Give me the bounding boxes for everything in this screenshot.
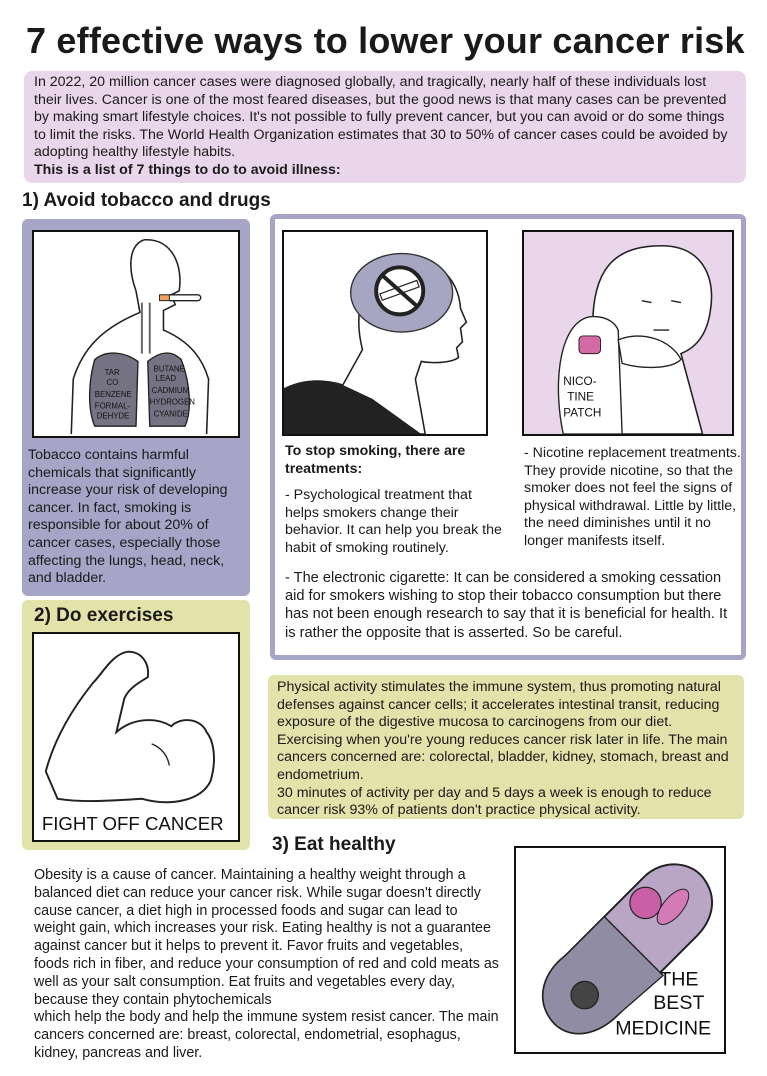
brain-illustration: [282, 230, 488, 436]
pill-caption-3: MEDICINE: [615, 1017, 712, 1040]
lung-label-5: DEHYDE: [96, 411, 130, 421]
patch-label-3: PATCH: [563, 406, 602, 420]
exercise-text: [277, 679, 741, 820]
patch-label-2: TINE: [567, 390, 594, 404]
healthy-text-1: Obesity is a cause of cancer. Maintaining a healthy weight through a balanced diet can reduce your cancer risk. While sugar doesn't directly cause cancer, a diet high in processed foods and sugar can lead to weight gain, which increases your risk. Eating healthy is not a guarantee against cancer but it helps to prevent it. Favor fruits and vegetables, foods rich in fiber, and reduce your consumption of red and cold meats as well as your salt consumption. Eat fruits and vegetables every day, because they contain phytochemicals: [34, 867, 499, 1008]
section-2-heading: 2) Do exercises: [34, 605, 174, 626]
lung-label-4: FORMAL-: [94, 401, 131, 411]
pill-illustration: [514, 846, 726, 1054]
arm-caption: FIGHT OFF CANCER: [41, 813, 224, 835]
pill-caption-2: BEST: [653, 991, 705, 1014]
lung-label-9: HYDROGEN: [149, 397, 195, 407]
lung-label-7: LEAD: [155, 374, 177, 384]
arm-illustration: [32, 632, 240, 842]
intro-lead: This is a list of 7 things to do to avoid illness:: [34, 161, 341, 178]
lung-label-1: TAR: [104, 368, 120, 378]
healthy-text: [34, 867, 500, 1063]
page-title: 7 effective ways to lower your cancer risk: [26, 20, 745, 61]
patch-label-1: NICO-: [563, 374, 597, 388]
intro-box: [24, 71, 746, 183]
intro-text: In 2022, 20 million cancer cases were diagnosed globally, and tragically, nearly half of these individuals lost their lives. Cancer is one of the most feared diseases, but the good news is that many cases can be prevented by making smart lifestyle choices. It's not possible to fully prevent cancer, but you can avoid or do some things to limit the risks. The World Health Organization estimates that 30 to 50% of cancer cases could be avoided by adopting healthy lifestyle habits.: [34, 74, 728, 160]
tobacco-text: Tobacco contains harmful chemicals that significantly increase your risk of developing cancer. In fact, smoking is responsible for about 20% of cancer cases, especially those affecting the lungs, head, neck, and bladder.: [28, 447, 228, 587]
lung-label-3: BENZENE: [94, 389, 132, 399]
nicotine-text: - Nicotine replacement treatments. They provide nicotine, so that the smoker does not feel the signs of physical withdrawal. Little by little, the need diminishes until it no longer manifests itself.: [524, 445, 741, 549]
healthy-text-2: which help the body and help the immune system resist cancer. The main cancers concerned are: breast, colorectal, endometrial, esophagus, kidney, pancreas and liver.: [34, 1009, 499, 1061]
lung-label-2: CO: [106, 378, 119, 387]
patch-illustration: [522, 230, 734, 436]
lung-label-10: CYANIDE: [153, 409, 188, 419]
section-3-heading: 3) Eat healthy: [272, 834, 396, 855]
lung-label-8: CADMIUM: [151, 385, 190, 395]
ecig-text: - The electronic cigarette: It can be considered a smoking cessation aid for smokers wishing to stop their tobacco consumption but there has not been enough research to say that it is beneficial for health. It is rather the opposite that is asserted. So be careful.: [285, 570, 728, 641]
section-1-heading: 1) Avoid tobacco and drugs: [22, 190, 271, 211]
lungs-illustration: [32, 230, 240, 438]
lung-label-6: BUTANE: [153, 364, 185, 374]
pill-caption-1: THE: [659, 968, 699, 991]
psych-text: - Psychological treatment that helps smokers change their behavior. It can help you break the habit of smoking routinely.: [285, 487, 502, 556]
exercise-text-1: Physical activity stimulates the immune system, thus promoting natural defenses against cancer cells; it accelerates intestinal transit, reducing exposure of the digestive mucosa to carcinogens from our diet. Exercising when you're young reduces cancer risk later in life. The main cancers concerned are: colorectal, bladder, kidney, stomach, breast and endometrium.: [277, 679, 729, 783]
treatments-heading: To stop smoking, there are treatments:: [285, 443, 466, 477]
exercise-text-2: 30 minutes of activity per day and 5 days a week is enough to reduce cancer risk 93% of patients don't practice physical activity.: [277, 784, 712, 819]
